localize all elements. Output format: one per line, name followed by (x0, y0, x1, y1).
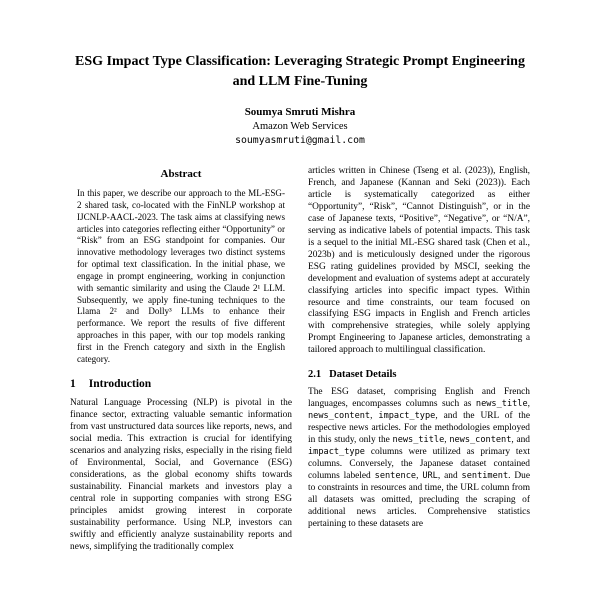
left-column (70, 166, 292, 553)
author-email: soumyasmruti@gmail.com (235, 135, 365, 147)
task-description-paragraph: articles written in Chinese (Tseng et al. (2023)), English, French, and Japanese (Kannan and Seki (2023)). Each article is systematically categorized as either “Opportunity”, “Risk”, “Cannot Distinguish”, or in the case of Japanese texts, “Positive”, “Negative”, or “N/A”, serving as indicative labels of potential impacts. This task is a sequel to the initial ML-ESG shared task (Chen et al., 2023b) and is meticulously designed under the rigorous ESG rating guidelines provided by MSCI, seeking the development and evaluation of systems adept at accurately classifying articles into specific impact types. Within resource and time constraints, our team focused on classifying ESG impacts in English and French articles with comprehensive strategies, while solely applying Prompt Engineering to Japanese articles, demonstrating a tailored approach to multilingual classification. (308, 166, 530, 356)
section-1-heading (70, 378, 292, 390)
dataset-details-paragraph: The ESG dataset, comprising English and French languages, encompasses columns such as news_title, news_content, impact_type, and the URL of the respective news articles. For the methodologies employed in this study, only the news_title, news_content, and impact_type columns were utilized as primary text columns. Conversely, the Japanese dataset contained columns labeled sentence, URL, and sentiment. Due to constraints in resources and time, the URL column from all datasets was omitted, precluding the scraping of additional news articles. Comprehensive statistics pertaining to these datasets are (308, 387, 531, 529)
section-1-number: 1 (70, 378, 76, 391)
section-1-title: Introduction (88, 378, 152, 391)
section-2-1-number: 2.1 (308, 369, 322, 381)
section-2-1-title: Dataset Details (329, 369, 397, 381)
section-2-1-heading (308, 369, 530, 380)
introduction-paragraph: Natural Language Processing (NLP) is pivotal in the finance sector, extracting valuable semantic information from vast unstructured data sources like reports, news, and social media. This extraction is crucial for identifying scenarios and analyzing risks, especially in the rising field of Environmental, Social, and Governance (ESG) considerations, as the global economy shifts towards sustainability. Financial markets and investors play a central role in supporting companies with strong ESG principles amidst growing interest in corporate sustainability performance. Using NLP, investors can swiftly and efficiently analyze sustainability reports and news, simplifying the traditionally complex (70, 398, 292, 552)
abstract-heading: Abstract (160, 168, 202, 181)
abstract-text: In this paper, we describe our approach to the ML-ESG-2 shared task, co-located with the FinNLP workshop at IJCNLP-AACL-2023. The task aims at classifying news articles into categories reflecting either “Opportunity” or “Risk” from an ESG standpoint for companies. Our innovative methodology leverages two distinct systems for optimal text classification. In the initial phase, we engage in prompt engineering, working in conjunction with semantic similarity and using the Claude 2¹ LLM. Subsequently, we apply fine-tuning techniques to the Llama 2² and Dolly³ LLMs to enhance their performance. We report the results of five different approaches in this paper, with our top models ranking first in the French category and sixth in the English category. (77, 188, 285, 364)
right-column (308, 166, 530, 553)
two-column-body (70, 166, 530, 553)
author-name: Soumya Smruti Mishra (244, 106, 356, 119)
paper-title: ESG Impact Type Classification: Leveraging Strategic Prompt Engineering and LLM Fine-Tuning (75, 54, 525, 89)
author-affiliation: Amazon Web Services (252, 121, 348, 133)
